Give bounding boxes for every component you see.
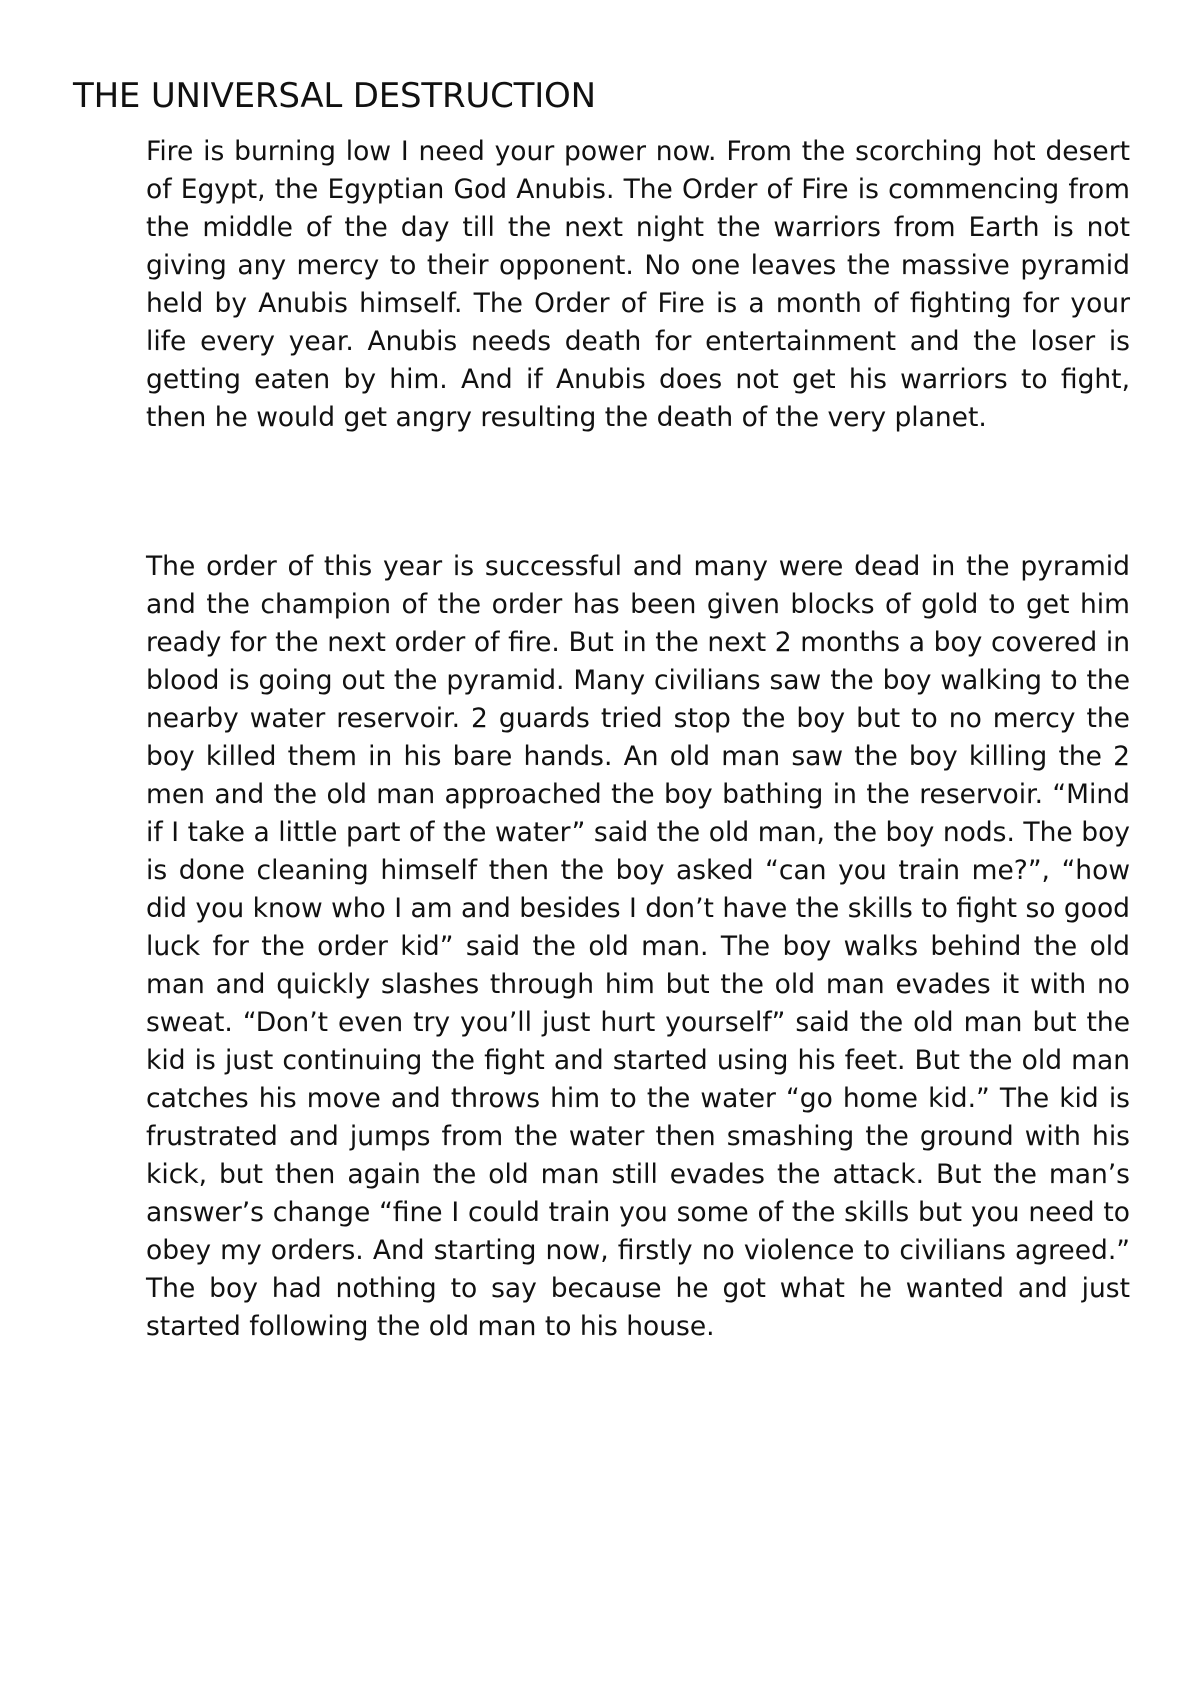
document-title: THE UNIVERSAL DESTRUCTION — [73, 76, 596, 116]
story-paragraph-2: The order of this year is successful and many were dead in the pyramid and the champion of the order has been given blocks of gold to get him ready for the next order of fire. But in the next 2 months a boy covered in blood is going out the pyramid. Many civilians saw the boy walking to the nearby water reservoir. 2 guards tried stop the boy but to no mercy the boy killed them in his bare hands. An old man saw the boy killing the 2 men and the old man approached the boy bathing in the reservoir. “Mind if I take a little part of the water” said the old man, the boy nods. The boy is done cleaning himself then the boy asked “can you train me?”, “how did you know who I am and besides I don’t have the skills to fight so good luck for the order kid” said the old man. The boy walks behind the old man and quickly slashes through him but the old man evades it with no sweat. “Don’t even try you’ll just hurt yourself” said the old man but the kid is just continuing the fight and started using his feet. But the old man catches his move and throws him to the water “go home kid.” The kid is frustrated and jumps from the water then smashing the ground with his kick, but then again the old man still evades the attack. But the man’s answer’s change “fine I could train you some of the skills but you need to obey my orders. And starting now, firstly no violence to civilians agreed.” The boy had nothing to say because he got what he wanted and just started following the old man to his house. — [146, 551, 1130, 1342]
story-paragraph-1: Fire is burning low I need your power now. From the scorching hot desert of Egypt, the Egyptian God Anubis. The Order of Fire is commencing from the middle of the day till the next night the warriors from Earth is not giving any mercy to their opponent. No one leaves the massive pyramid held by Anubis himself. The Order of Fire is a month of fighting for your life every year. Anubis needs death for entertainment and the loser is getting eaten by him. And if Anubis does not get his warriors to fight, then he would get angry resulting the death of the very planet. — [146, 136, 1130, 433]
